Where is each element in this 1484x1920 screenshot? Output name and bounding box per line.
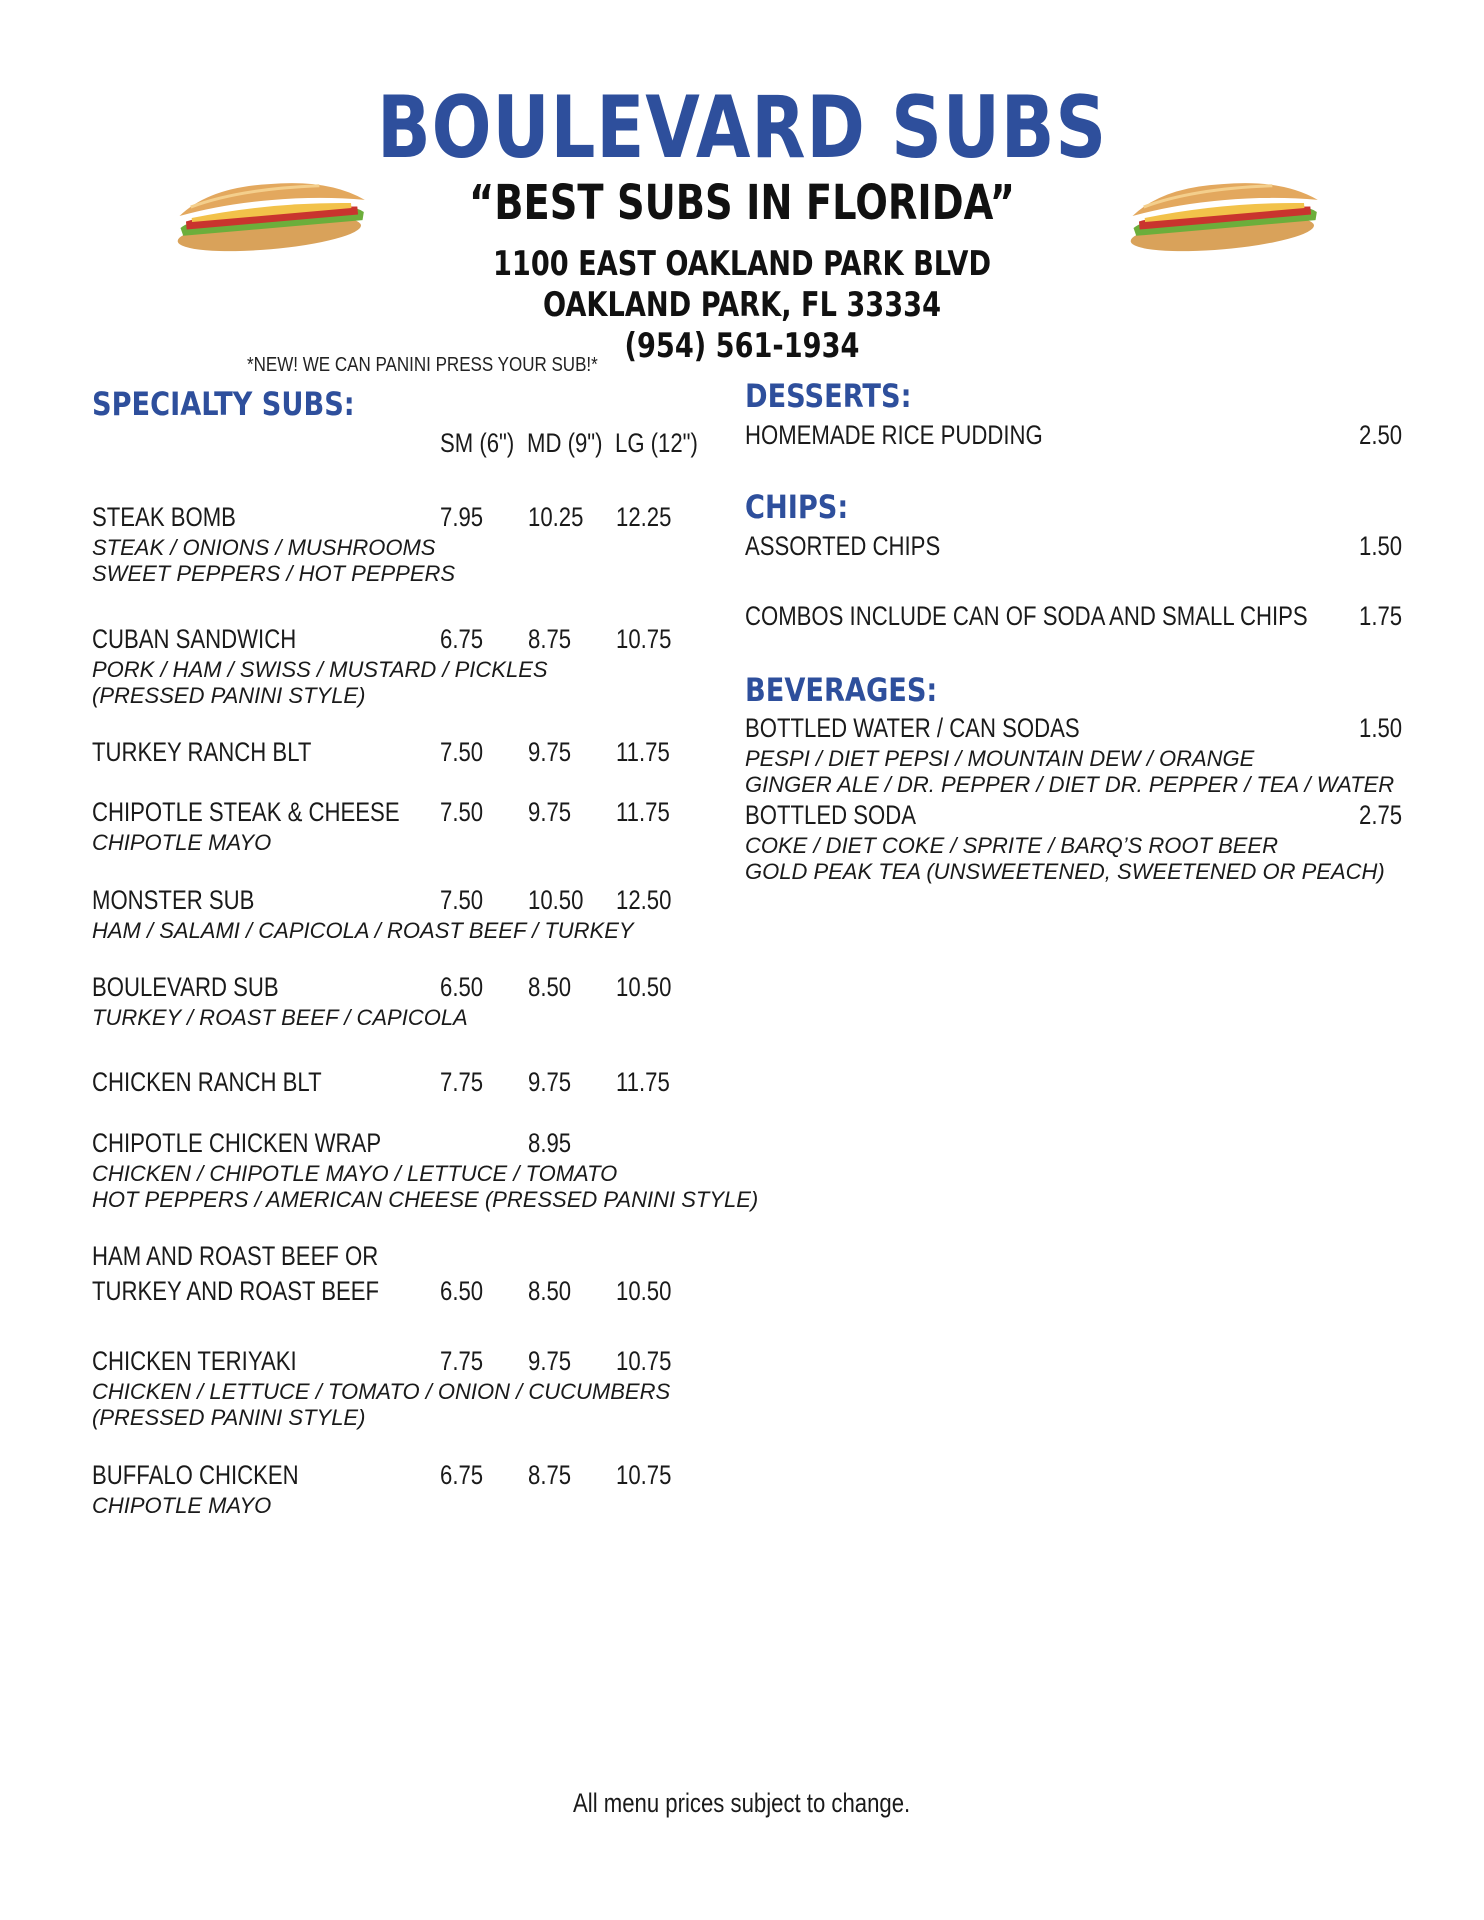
menu-item-name: TURKEY AND ROAST BEEF <box>92 1276 380 1306</box>
chips-heading: CHIPS: <box>745 488 849 526</box>
beverages-heading: BEVERAGES: <box>745 671 938 709</box>
price-md: 9.75 <box>528 797 572 827</box>
price-lg: 10.50 <box>616 1276 672 1306</box>
price-lg: 12.50 <box>616 885 672 915</box>
price-sm: 7.50 <box>440 885 484 915</box>
price-md: 8.75 <box>528 624 572 654</box>
price-md: 10.25 <box>528 502 584 532</box>
menu-item-desc: PORK / HAM / SWISS / MUSTARD / PICKLES <box>92 657 548 682</box>
price-md: 8.95 <box>528 1128 572 1158</box>
price-sm: 6.75 <box>440 1460 484 1490</box>
price-lg: 10.50 <box>616 972 672 1002</box>
menu-item-desc: TURKEY / ROAST BEEF / CAPICOLA <box>92 1005 468 1030</box>
price-lg: 10.75 <box>616 1346 672 1376</box>
menu-item-name: CHIPOTLE STEAK & CHEESE <box>92 797 400 827</box>
price-sm: 6.75 <box>440 624 484 654</box>
menu-item-name: BOTTLED SODA <box>745 800 917 830</box>
menu-item-name: TURKEY RANCH BLT <box>92 737 312 767</box>
price-md: 8.50 <box>528 1276 572 1306</box>
price-sm: 6.50 <box>440 972 484 1002</box>
price-lg: 10.75 <box>616 624 672 654</box>
price-lg: 12.25 <box>616 502 672 532</box>
menu-item-name: CHICKEN TERIYAKI <box>92 1346 297 1376</box>
price-md: 9.75 <box>528 737 572 767</box>
menu-item-desc: CHIPOTLE MAYO <box>92 830 272 855</box>
price-sm: 7.75 <box>440 1346 484 1376</box>
price-lg: 10.75 <box>616 1460 672 1490</box>
menu-item-name: BUFFALO CHICKEN <box>92 1460 299 1490</box>
address-line-1: 1100 EAST OAKLAND PARK BLVD <box>492 244 992 284</box>
size-header-sm: SM (6") <box>440 428 515 458</box>
menu-item-name: CUBAN SANDWICH <box>92 624 297 654</box>
menu-item-name: BOULEVARD SUB <box>92 972 279 1002</box>
sandwich-image-left <box>172 178 372 256</box>
menu-item-name: CHIPOTLE CHICKEN WRAP <box>92 1128 382 1158</box>
size-header-md: MD (9") <box>527 428 603 458</box>
menu-item-desc: STEAK / ONIONS / MUSHROOMS <box>92 535 436 560</box>
price-md: 10.50 <box>528 885 584 915</box>
price-lg: 11.75 <box>616 737 670 767</box>
menu-item-desc: (PRESSED PANINI STYLE) <box>92 683 366 708</box>
menu-item-name-line1: HAM AND ROAST BEEF OR <box>92 1241 379 1271</box>
menu-item-price: 1.50 <box>1359 713 1403 743</box>
size-header-lg: LG (12") <box>615 428 698 458</box>
panini-note: *NEW! WE CAN PANINI PRESS YOUR SUB!* <box>247 354 598 376</box>
menu-item-price: 2.50 <box>1359 420 1403 450</box>
price-md: 9.75 <box>528 1067 572 1097</box>
price-md: 8.50 <box>528 972 572 1002</box>
menu-item-desc: (PRESSED PANINI STYLE) <box>92 1405 366 1430</box>
combo-price: 1.75 <box>1359 601 1403 631</box>
menu-item-desc: GOLD PEAK TEA (UNSWEETENED, SWEETENED OR PEACH) <box>745 859 1385 884</box>
menu-item-name: MONSTER SUB <box>92 885 255 915</box>
menu-item-desc: CHIPOTLE MAYO <box>92 1493 272 1518</box>
menu-item-name: CHICKEN RANCH BLT <box>92 1067 322 1097</box>
menu-item-price: 1.50 <box>1359 531 1403 561</box>
menu-item-desc: SWEET PEPPERS / HOT PEPPERS <box>92 561 456 586</box>
footer-disclaimer <box>0 1788 1484 1819</box>
menu-item-desc: GINGER ALE / DR. PEPPER / DIET DR. PEPPER / TEA / WATER <box>745 772 1395 797</box>
menu-item-desc: HOT PEPPERS / AMERICAN CHEESE (PRESSED PANINI STYLE) <box>92 1187 759 1212</box>
menu-item-desc: CHICKEN / CHIPOTLE MAYO / LETTUCE / TOMATO <box>92 1161 618 1186</box>
menu-item-name: STEAK BOMB <box>92 502 236 532</box>
price-sm: 7.50 <box>440 797 484 827</box>
menu-item-desc: HAM / SALAMI / CAPICOLA / ROAST BEEF / TURKEY <box>92 918 634 943</box>
price-sm: 7.50 <box>440 737 484 767</box>
combo-text: COMBOS INCLUDE CAN OF SODA AND SMALL CHIPS <box>745 601 1308 631</box>
restaurant-title: BOULEVARD SUBS <box>377 78 1107 178</box>
menu-item-desc: CHICKEN / LETTUCE / TOMATO / ONION / CUCUMBERS <box>92 1379 671 1404</box>
menu-item-desc: COKE / DIET COKE / SPRITE / BARQ’S ROOT BEER <box>745 833 1278 858</box>
price-md: 9.75 <box>528 1346 572 1376</box>
price-md: 8.75 <box>528 1460 572 1490</box>
price-sm: 7.75 <box>440 1067 484 1097</box>
menu-item-name: ASSORTED CHIPS <box>745 531 941 561</box>
menu-item-price: 2.75 <box>1359 800 1403 830</box>
menu-item-desc: PESPI / DIET PEPSI / MOUNTAIN DEW / ORANGE <box>745 746 1255 771</box>
menu-item-name: BOTTLED WATER / CAN SODAS <box>745 713 1080 743</box>
address-line-2: OAKLAND PARK, FL 33334 <box>542 285 942 325</box>
phone-number: (954) 561-1934 <box>624 326 860 366</box>
specialty-subs-heading: SPECIALTY SUBS: <box>92 385 355 423</box>
menu-item-name: HOMEMADE RICE PUDDING <box>745 420 1043 450</box>
sandwich-image-right <box>1125 178 1325 256</box>
price-sm: 7.95 <box>440 502 484 532</box>
price-sm: 6.50 <box>440 1276 484 1306</box>
price-lg: 11.75 <box>616 797 670 827</box>
tagline: “BEST SUBS IN FLORIDA” <box>468 175 1016 231</box>
footer-text: All menu prices subject to change. <box>573 1788 911 1818</box>
desserts-heading: DESSERTS: <box>745 377 912 415</box>
price-lg: 11.75 <box>616 1067 670 1097</box>
